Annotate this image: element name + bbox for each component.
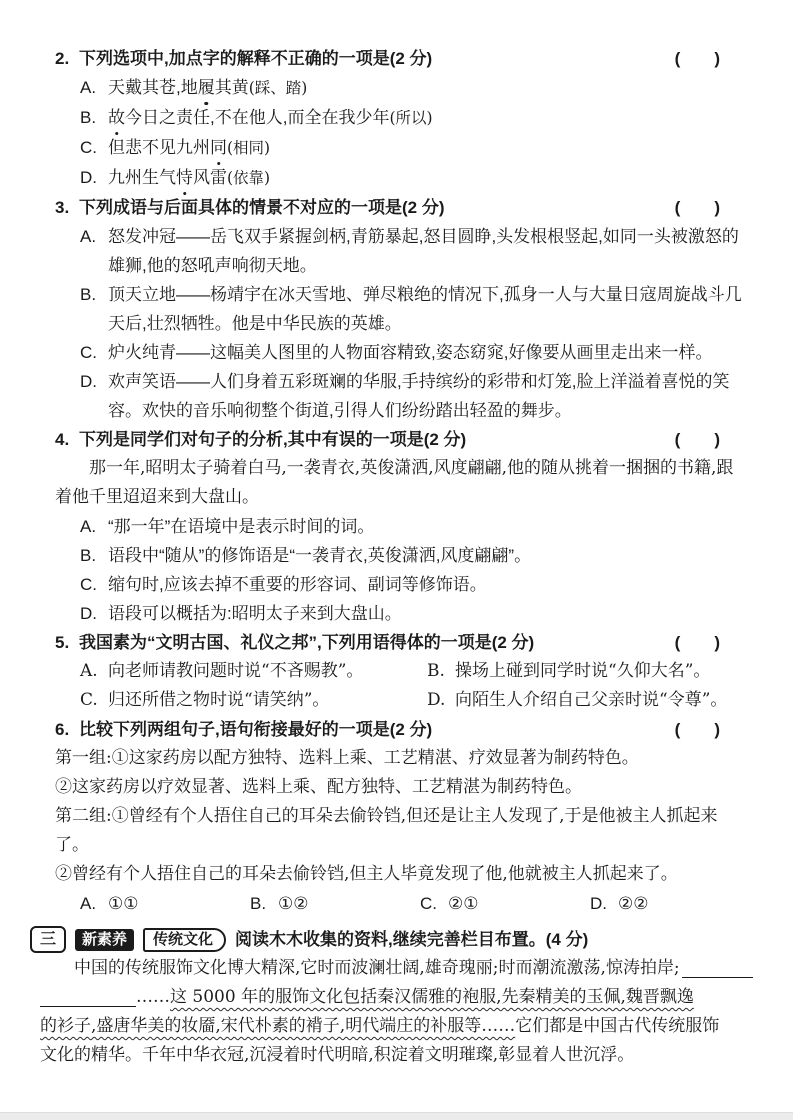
blank-underline: [40, 983, 136, 1007]
option-b: [80, 541, 748, 570]
option-b: [250, 889, 420, 918]
option-text: 操场上碰到同学时说“久仰大名”。: [455, 661, 711, 681]
question-number: 5.: [55, 633, 70, 652]
question-3: [55, 193, 748, 425]
annotation-note: (所以): [389, 109, 433, 127]
option-label: A.: [80, 894, 97, 913]
option-c: [80, 686, 427, 715]
question-stem: 比较下列两组句子,语句衔接最好的一项是(2 分): [79, 720, 433, 739]
option-text-post: 风雷: [193, 168, 227, 187]
option-text: ②①: [448, 894, 479, 913]
emphasis-dot-char: 恃: [176, 163, 193, 192]
question-6-group-line: ②曾经有个人捂住自己的耳朵去偷铃铛,但主人毕竟发现了他,他就被主人抓起来了。: [55, 864, 678, 884]
option-a: [80, 889, 250, 918]
question-number: 2.: [55, 49, 70, 68]
option-text: [108, 73, 748, 103]
option-text: 向老师请教问题时说“不吝赐教”。: [108, 661, 364, 681]
passage-line-1: [40, 954, 753, 983]
question-6-options-row: [80, 889, 748, 918]
option-text-pre: 九州生气: [108, 168, 176, 187]
option-text-post: 其黄: [214, 78, 249, 97]
option-text: 顶天立地——杨靖宇在冰天雪地、弹尽粮绝的情况下,孤身一人与大量日寇周旋战斗几天后,壮烈牺牲。他是中华民族的英雄。: [108, 285, 742, 333]
answer-brackets: ( ): [674, 720, 720, 739]
answer-brackets: ( ): [674, 430, 720, 449]
option-text: 语段中“随从”的修饰语是“一袭青衣,英俊潇洒,风度翩翩”。: [108, 546, 532, 565]
option-text-pre: 但悲不见九州: [108, 138, 210, 157]
question-stem: 我国素为“文明古国、礼仪之邦”,下列用语得体的一项是(2 分): [79, 633, 535, 652]
option-text: [108, 163, 748, 193]
question-6-group-line: ②这家药房以疗效显著、选料上乘、配方独特、工艺精湛为制药特色。: [55, 777, 582, 797]
question-number: 3.: [55, 198, 70, 217]
option-label: D.: [80, 168, 97, 187]
passage-line-2: [40, 983, 753, 1012]
question-4-options: [80, 512, 748, 628]
wavy-underline-text: 的衫子,盛唐华美的妆靥,宋代朴素的褙子,明代端庄的补服等……: [40, 1016, 516, 1036]
question-5: [55, 628, 748, 715]
option-label: A.: [80, 661, 98, 681]
option-label: D.: [80, 372, 97, 391]
option-label: C.: [80, 575, 97, 594]
passage-text: 它们都是中国古代传统服饰: [515, 1016, 720, 1036]
emphasis-dot-char: 故: [108, 103, 125, 132]
question-6-stem-row: [55, 715, 748, 744]
blank-underline: [682, 954, 753, 978]
emphasis-dot-char: 履: [198, 73, 215, 102]
option-b: [80, 103, 748, 133]
option-text: 欢声笑语——人们身着五彩斑斓的华服,手持缤纷的彩带和灯笼,脸上洋溢着喜悦的笑容。欢快的音乐响彻整个街道,引得人们纷纷踏出轻盈的舞步。: [108, 372, 730, 420]
option-label: B.: [80, 108, 97, 127]
option-d: [80, 367, 748, 425]
question-6-group-line: 第二组:①曾经有个人捂住自己的耳朵去偷铃铛,但还是让主人发现了,于是他被主人抓起来了。: [55, 806, 718, 855]
question-4-stem-row: [55, 425, 748, 454]
section-3-passage: [40, 954, 753, 1070]
option-text-pre: 天戴其苍,地: [108, 78, 198, 97]
option-label: B.: [427, 661, 445, 681]
question-stem: 下列成语与后面具体的情景不对应的一项是(2 分): [79, 198, 445, 217]
option-text: ②②: [618, 894, 649, 913]
passage-text: ……: [136, 987, 170, 1007]
tag-badge-new-literacy: 新素养: [75, 929, 134, 951]
option-label: C.: [80, 690, 98, 710]
question-5-options-row-1: [80, 657, 748, 686]
option-label: C.: [420, 894, 437, 913]
option-text: 缩句时,应该去掉不重要的形容词、副词等修饰语。: [108, 575, 487, 594]
question-stem: 下列选项中,加点字的解释不正确的一项是(2 分): [79, 49, 433, 68]
answer-brackets: ( ): [674, 49, 720, 68]
annotation-note: (依靠): [227, 169, 271, 187]
option-label: A.: [80, 517, 97, 536]
option-a: [80, 73, 748, 103]
section-3: [40, 925, 748, 1070]
option-c: [80, 133, 748, 163]
option-text: 语段可以概括为:昭明太子来到大盘山。: [108, 604, 402, 623]
option-d: [427, 686, 774, 715]
question-stem: 下列是同学们对句子的分析,其中有误的一项是(2 分): [79, 430, 467, 449]
section-3-header: [30, 925, 748, 954]
passage-text: 中国的传统服饰文化博大精深,它时而波澜壮阔,雄奇瑰丽;时而潮流激荡,惊涛拍岸;: [74, 958, 680, 978]
option-c: [420, 889, 590, 918]
option-text: “那一年”在语境中是表示时间的词。: [108, 517, 375, 536]
passage-line-3: [40, 1012, 753, 1041]
question-6: [55, 715, 748, 918]
option-label: A.: [80, 227, 97, 246]
option-label: A.: [80, 78, 97, 97]
annotation-note: (踩、踏): [248, 79, 308, 97]
option-c: [80, 338, 748, 367]
passage-line-4: [40, 1041, 753, 1070]
option-text: ①②: [278, 894, 309, 913]
option-text: [108, 103, 748, 133]
emphasis-dot-char: 同: [210, 133, 227, 162]
option-b: [80, 280, 748, 338]
section-title: 阅读木木收集的资料,继续完善栏目布置。(4 分): [235, 930, 589, 949]
option-b: [427, 657, 774, 686]
option-label: B.: [250, 894, 267, 913]
option-c: [80, 570, 748, 599]
option-label: B.: [80, 285, 97, 304]
option-text: 归还所借之物时说“请笑纳”。: [108, 690, 330, 710]
option-text: [108, 133, 748, 163]
option-label: D.: [590, 894, 607, 913]
option-text: 怒发冲冠——岳飞双手紧握剑柄,青筋暴起,怒目圆睁,头发根根竖起,如同一头被激怒的雄狮,他的怒吼声响彻天地。: [108, 227, 739, 275]
paragraph-indent: [40, 954, 74, 983]
question-5-options-row-2: [80, 686, 748, 715]
wavy-underline-text: 这 5000 年的服饰文化包括秦汉儒雅的袍服,先秦精美的玉佩,魏晋飘逸: [170, 987, 694, 1007]
option-label: B.: [80, 546, 97, 565]
question-number: 6.: [55, 720, 70, 739]
page-bottom-bar: [0, 1112, 793, 1120]
question-3-stem-row: [55, 193, 748, 222]
option-a: [80, 512, 748, 541]
question-number: 4.: [55, 430, 70, 449]
option-label: D.: [427, 690, 446, 710]
option-label: D.: [80, 604, 97, 623]
option-d: [80, 599, 748, 628]
question-6-group-line: 第一组:①这家药房以配方独特、选料上乘、工艺精湛、疗效显著为制药特色。: [55, 748, 639, 768]
option-d: [590, 889, 760, 918]
option-label: C.: [80, 343, 97, 362]
option-text: ①①: [108, 894, 139, 913]
option-a: [80, 657, 427, 686]
question-3-options: [80, 222, 748, 425]
tag-badge-traditional-culture: 传统文化: [143, 928, 226, 952]
section-number-badge: 三: [30, 926, 66, 953]
question-2-options: [80, 73, 748, 193]
option-text: 向陌生人介绍自己父亲时说“令尊”。: [455, 690, 728, 710]
question-5-stem-row: [55, 628, 748, 657]
annotation-note: (相同): [227, 139, 271, 157]
question-2-stem-row: [55, 44, 748, 73]
option-text-post: 今日之责任,不在他人,而全在我少年: [125, 108, 390, 127]
question-4-passage: 那一年,昭明太子骑着白马,一袭青衣,英俊潇洒,风度翩翩,他的随从挑着一捆捆的书籍,跟着他千里迢迢来到大盘山。: [55, 458, 734, 507]
answer-brackets: ( ): [674, 198, 720, 217]
option-text: 炉火纯青——这幅美人图里的人物面容精致,姿态窈窕,好像要从画里走出来一样。: [108, 343, 713, 362]
question-2: [55, 44, 748, 193]
option-d: [80, 163, 748, 193]
option-label: C.: [80, 138, 97, 157]
passage-text: 文化的精华。千年中华衣冠,沉浸着时代明暗,积淀着文明璀璨,彰显着人世沉浮。: [40, 1045, 635, 1065]
question-4: [55, 425, 748, 628]
option-a: [80, 222, 748, 280]
answer-brackets: ( ): [674, 633, 720, 652]
